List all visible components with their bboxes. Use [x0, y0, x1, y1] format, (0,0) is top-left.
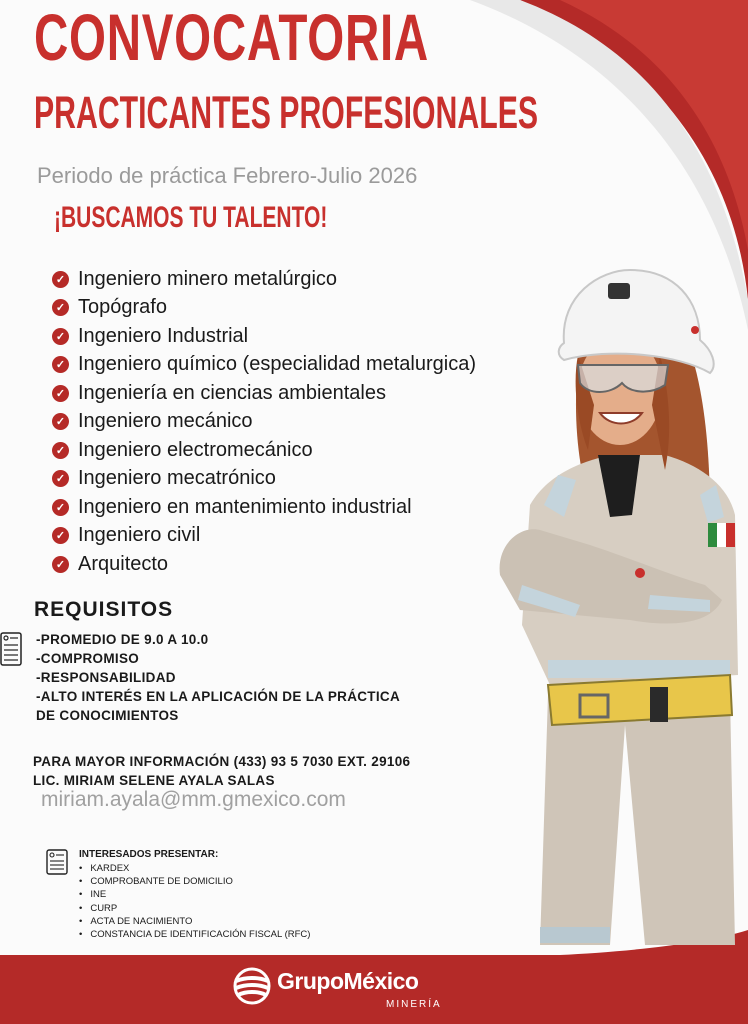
document-list-icon [0, 632, 22, 666]
check-circle-icon: ✓ [52, 413, 69, 430]
check-circle-icon: ✓ [52, 385, 69, 402]
list-item: -ALTO INTERÉS EN LA APLICACIÓN DE LA PRÁCTICA [36, 689, 400, 704]
list-item: ✓ Ingeniería en ciencias ambientales [52, 379, 476, 408]
list-item: • INE [79, 888, 310, 901]
check-circle-icon: ✓ [52, 356, 69, 373]
check-circle-icon: ✓ [52, 470, 69, 487]
requirements-title: REQUISITOS [34, 598, 174, 621]
list-item: • COMPROBANTE DE DOMICILIO [79, 875, 310, 888]
list-item: ✓ Ingeniero electromecánico [52, 436, 476, 465]
list-item: ✓ Ingeniero mecánico [52, 408, 476, 437]
requirements-list [36, 630, 400, 725]
list-item: • KARDEX [79, 862, 310, 875]
page-subtitle: PRACTICANTES PROFESIONALES [34, 87, 539, 138]
list-item: -COMPROMISO [36, 651, 140, 666]
documents-title: INTERESADOS PRESENTAR: [79, 849, 219, 860]
check-circle-icon: ✓ [52, 271, 69, 288]
list-item: -PROMEDIO DE 9.0 A 10.0 [36, 632, 209, 647]
list-item: ✓ Ingeniero civil [52, 522, 476, 551]
check-circle-icon: ✓ [52, 499, 69, 516]
list-item: • CURP [79, 902, 310, 915]
check-circle-icon: ✓ [52, 328, 69, 345]
grupo-mexico-logo-icon [232, 967, 272, 1005]
tagline: ¡BUSCAMOS TU TALENTO! [54, 201, 328, 234]
list-item: ✓ Arquitecto [52, 550, 476, 579]
careers-list [52, 265, 476, 579]
contact-phone: PARA MAYOR INFORMACIÓN (433) 93 5 7030 EXT. 29106 [33, 754, 411, 769]
document-list-icon [46, 849, 68, 875]
check-circle-icon: ✓ [52, 527, 69, 544]
brand-division: MINERÍA [386, 999, 442, 1010]
list-item: ✓ Ingeniero Industrial [52, 322, 476, 351]
check-circle-icon: ✓ [52, 442, 69, 459]
contact-email[interactable]: miriam.ayala@mm.gmexico.com [41, 788, 346, 811]
documents-list [79, 862, 310, 941]
check-circle-icon: ✓ [52, 556, 69, 573]
list-item: DE CONOCIMIENTOS [36, 708, 179, 723]
list-item: • CONSTANCIA DE IDENTIFICACIÓN FISCAL (RFC) [79, 928, 310, 941]
list-item: ✓ Ingeniero en mantenimiento industrial [52, 493, 476, 522]
list-item: • ACTA DE NACIMIENTO [79, 915, 310, 928]
page-title: CONVOCATORIA [34, 0, 429, 74]
brand-name: GrupoMéxico [277, 968, 419, 994]
list-item: ✓ Ingeniero químico (especialidad metalurgica) [52, 351, 476, 380]
list-item: ✓ Ingeniero mecatrónico [52, 465, 476, 494]
list-item: -RESPONSABILIDAD [36, 670, 176, 685]
worker-photo [460, 255, 748, 955]
contact-name: LIC. MIRIAM SELENE AYALA SALAS [33, 773, 275, 788]
check-circle-icon: ✓ [52, 299, 69, 316]
list-item: ✓ Topógrafo [52, 294, 476, 323]
list-item: ✓ Ingeniero minero metalúrgico [52, 265, 476, 294]
internship-period: Periodo de práctica Febrero-Julio 2026 [37, 163, 418, 188]
